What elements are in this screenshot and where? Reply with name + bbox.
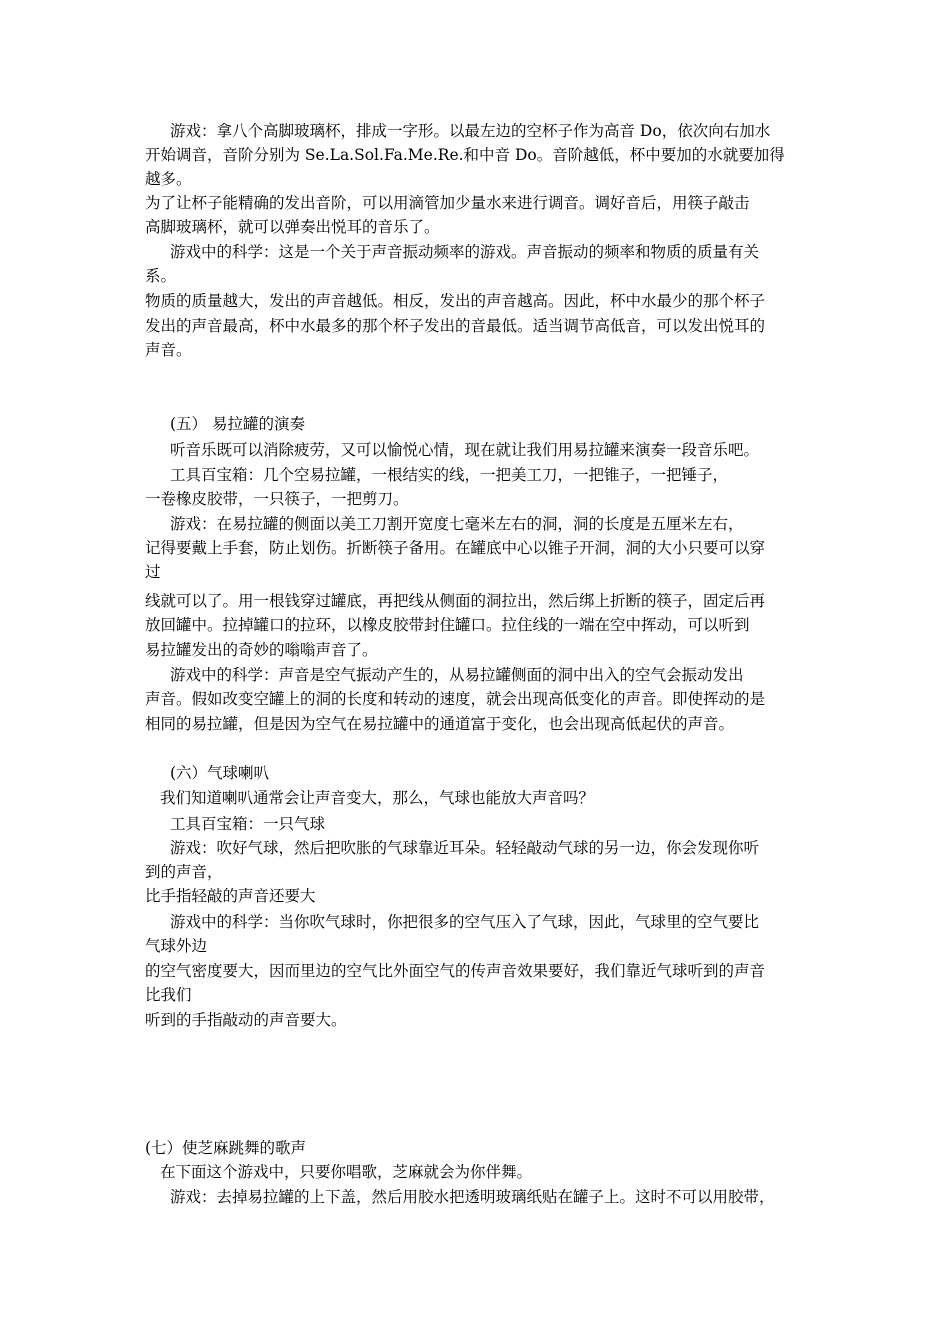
paragraph-line: 到的声音， [145, 863, 223, 881]
paragraph-line: 过 [145, 563, 161, 581]
paragraph-line: 游戏：拿八个高脚玻璃杯，排成一字形。以最左边的空杯子作为高音 Do，依次向右加水 [170, 122, 771, 140]
paragraph-line: 相同的易拉罐，但是因为空气在易拉罐中的通道富于变化，也会出现高低起伏的声音。 [145, 715, 735, 733]
paragraph-line: 一卷橡皮胶带，一只筷子，一把剪刀。 [145, 490, 409, 508]
paragraph-line: 开始调音，音阶分别为 Se.La.Sol.Fa.Me.Re.和中音 Do。音阶越低，杯中要加的水就要加得 [145, 146, 785, 164]
paragraph-line: 在下面这个游戏中，只要你唱歌，芝麻就会为你伴舞。 [160, 1163, 533, 1181]
paragraph-line: 易拉罐发出的奇妙的嗡嗡声音了。 [145, 641, 378, 659]
paragraph-line: 游戏：吹好气球，然后把吹胀的气球靠近耳朵。轻轻敲动气球的另一边，你会发现你听 [170, 839, 760, 857]
paragraph-line: 线就可以了。用一根钱穿过罐底，再把线从侧面的洞拉出，然后绑上折断的筷子，固定后再 [145, 592, 766, 610]
paragraph-line: 气球外边 [145, 937, 208, 955]
paragraph-line: 放回罐中。拉掉罐口的拉环，以橡皮胶带封住罐口。拉住线的一端在空中挥动，可以听到 [145, 616, 750, 634]
paragraph-line: 物质的质量越大，发出的声音越低。相反，发出的声音越高。因此，杯中水最少的那个杯子 [145, 292, 766, 310]
paragraph-line: 高脚玻璃杯，就可以弹奏出悦耳的音乐了。 [145, 218, 440, 236]
paragraph-line: 游戏：在易拉罐的侧面以美工刀割开宽度七毫米左右的洞，洞的长度是五厘米左右， [170, 515, 744, 533]
section-heading: (七）使芝麻跳舞的歌声 [145, 1139, 307, 1157]
paragraph-line: 系。 [145, 267, 177, 285]
paragraph-line: 声音。假如改变空罐上的洞的长度和转动的速度，就会出现高低变化的声音。即使挥动的是 [145, 690, 766, 708]
paragraph-line: 游戏中的科学：当你吹气球时，你把很多的空气压入了气球，因此，气球里的空气要比 [170, 913, 760, 931]
paragraph-line: 游戏中的科学：这是一个关于声音振动频率的游戏。声音振动的频率和物质的质量有关 [170, 243, 760, 261]
paragraph-line: 游戏中的科学：声音是空气振动产生的，从易拉罐侧面的洞中出入的空气会振动发出 [170, 666, 744, 684]
paragraph-line: 听到的手指敲动的声音要大。 [145, 1011, 347, 1029]
paragraph-line: 比手指轻敲的声音还要大 [145, 887, 316, 905]
paragraph-line: 越多。 [145, 170, 192, 188]
section-heading: (六）气球喇叭 [170, 764, 270, 782]
paragraph-line: 比我们 [145, 986, 192, 1004]
paragraph-line: 记得要戴上手套，防止划伤。折断筷子备用。在罐底中心以锥子开洞，洞的大小只要可以穿 [145, 539, 766, 557]
paragraph-line: 的空气密度要大，因而里边的空气比外面空气的传声音效果要好，我们靠近气球听到的声音 [145, 962, 766, 980]
section-heading: (五） 易拉罐的演奏 [170, 415, 305, 433]
paragraph-line: 听音乐既可以消除疲劳，又可以愉悦心情，现在就让我们用易拉罐来演奏一段音乐吧。 [170, 441, 760, 459]
paragraph-line: 工具百宝箱：一只气球 [170, 815, 326, 833]
paragraph-line: 游戏：去掉易拉罐的上下盖，然后用胶水把透明玻璃纸贴在罐子上。这时不可以用胶带， [170, 1188, 775, 1206]
paragraph-line: 我们知道喇叭通常会让声音变大，那么，气球也能放大声音吗？ [160, 789, 595, 807]
paragraph-line: 发出的声音最高，杯中水最多的那个杯子发出的音最低。适当调节高低音，可以发出悦耳的 [145, 317, 766, 335]
paragraph-line: 工具百宝箱：几个空易拉罐，一根结实的线，一把美工刀，一把锥子，一把锤子， [170, 466, 729, 484]
paragraph-line: 为了让杯子能精确的发出音阶，可以用滴管加少量水来进行调音。调好音后，用筷子敲击 [145, 194, 750, 212]
paragraph-line: 声音。 [145, 341, 192, 359]
